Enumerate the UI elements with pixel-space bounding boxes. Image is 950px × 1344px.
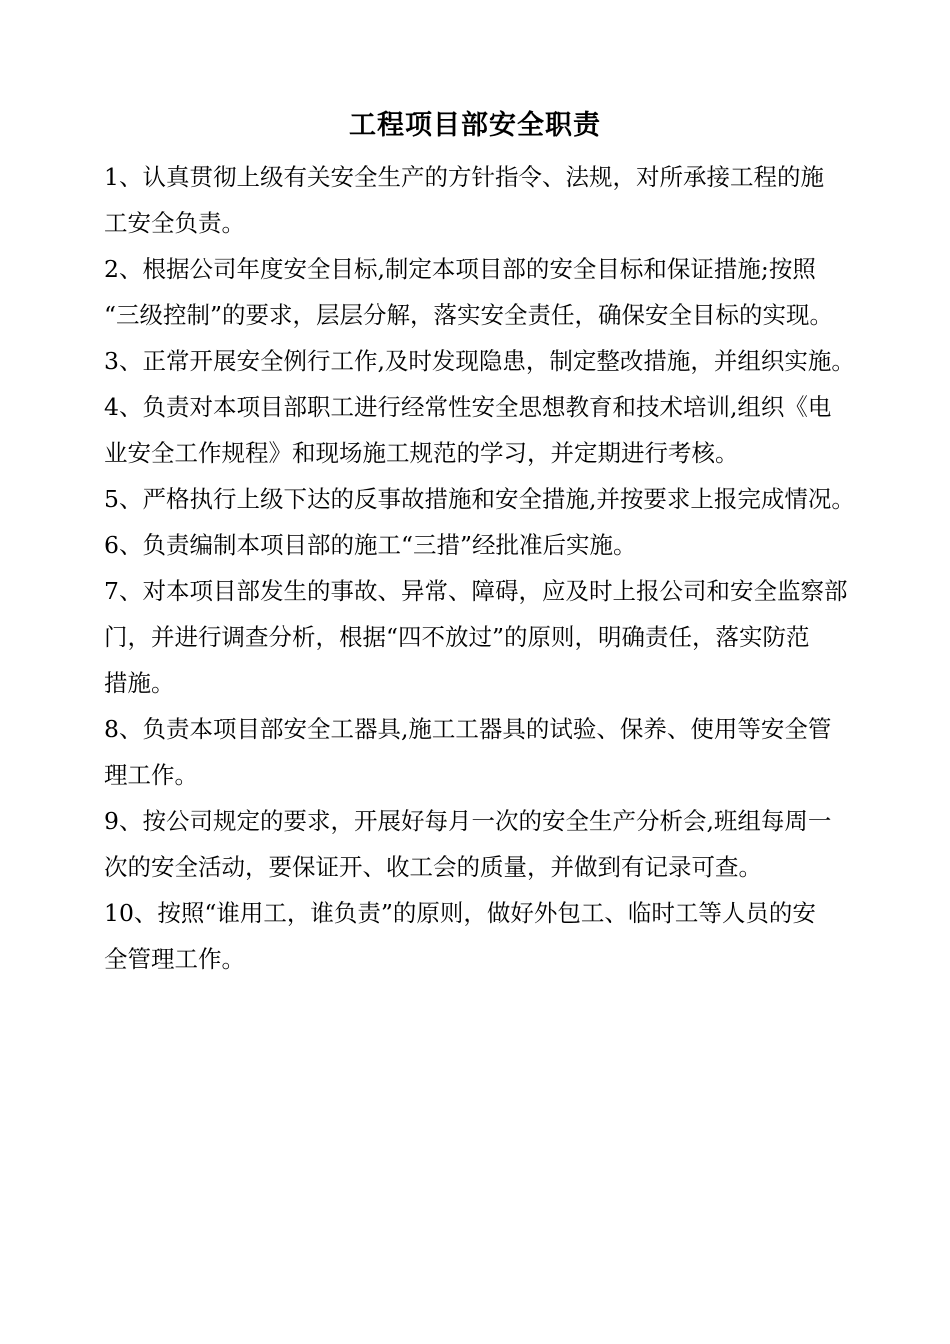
paragraph-8 xyxy=(104,706,894,798)
paragraph-10 xyxy=(104,890,894,982)
paragraph-line: 5、严格执行上级下达的反事故措施和安全措施,并按要求上报完成情况。 xyxy=(104,485,855,513)
paragraph-4 xyxy=(104,384,894,476)
paragraph-line: “三级控制”的要求，层层分解，落实安全责任，确保安全目标的实现。 xyxy=(104,301,834,329)
paragraph-2 xyxy=(104,246,894,338)
paragraph-line: 6、负责编制本项目部的施工“三措”经批准后实施。 xyxy=(104,531,637,559)
paragraph-line: 4、负责对本项目部职工进行经常性安全思想教育和技术培训,组织《电 xyxy=(104,393,832,421)
paragraph-line: 业安全工作规程》和现场施工规范的学习，并定期进行考核。 xyxy=(104,439,739,467)
paragraph-1 xyxy=(104,154,894,246)
paragraph-6 xyxy=(104,522,894,568)
paragraph-line: 7、对本项目部发生的事故、异常、障碍，应及时上报公司和安全监察部 xyxy=(104,577,848,605)
document-body xyxy=(104,154,894,982)
paragraph-3 xyxy=(104,338,894,384)
paragraph-line: 工安全负责。 xyxy=(104,209,245,237)
paragraph-line: 8、负责本项目部安全工器具,施工工器具的试验、保养、使用等安全管 xyxy=(104,715,832,743)
document-title: 工程项目部安全职责 xyxy=(349,110,601,141)
paragraph-9 xyxy=(104,798,894,890)
paragraph-line: 10、按照“谁用工，谁负责”的原则，做好外包工、临时工等人员的安 xyxy=(104,899,816,927)
paragraph-line: 门，并进行调查分析，根据“四不放过”的原则，明确责任，落实防范 xyxy=(104,623,810,651)
paragraph-7 xyxy=(104,568,894,706)
paragraph-line: 1、认真贯彻上级有关安全生产的方针指令、法规，对所承接工程的施 xyxy=(104,163,824,191)
paragraph-line: 2、根据公司年度安全目标,制定本项目部的安全目标和保证措施;按照 xyxy=(104,255,816,283)
paragraph-line: 9、按公司规定的要求，开展好每月一次的安全生产分析会,班组每周一 xyxy=(104,807,832,835)
paragraph-line: 次的安全活动，要保证开、收工会的质量，并做到有记录可查。 xyxy=(104,853,762,881)
paragraph-5 xyxy=(104,476,894,522)
paragraph-line: 措施。 xyxy=(104,669,175,697)
paragraph-line: 全管理工作。 xyxy=(104,945,245,973)
paragraph-line: 3、正常开展安全例行工作,及时发现隐患，制定整改措施，并组织实施。 xyxy=(104,347,855,375)
paragraph-line: 理工作。 xyxy=(104,761,198,789)
